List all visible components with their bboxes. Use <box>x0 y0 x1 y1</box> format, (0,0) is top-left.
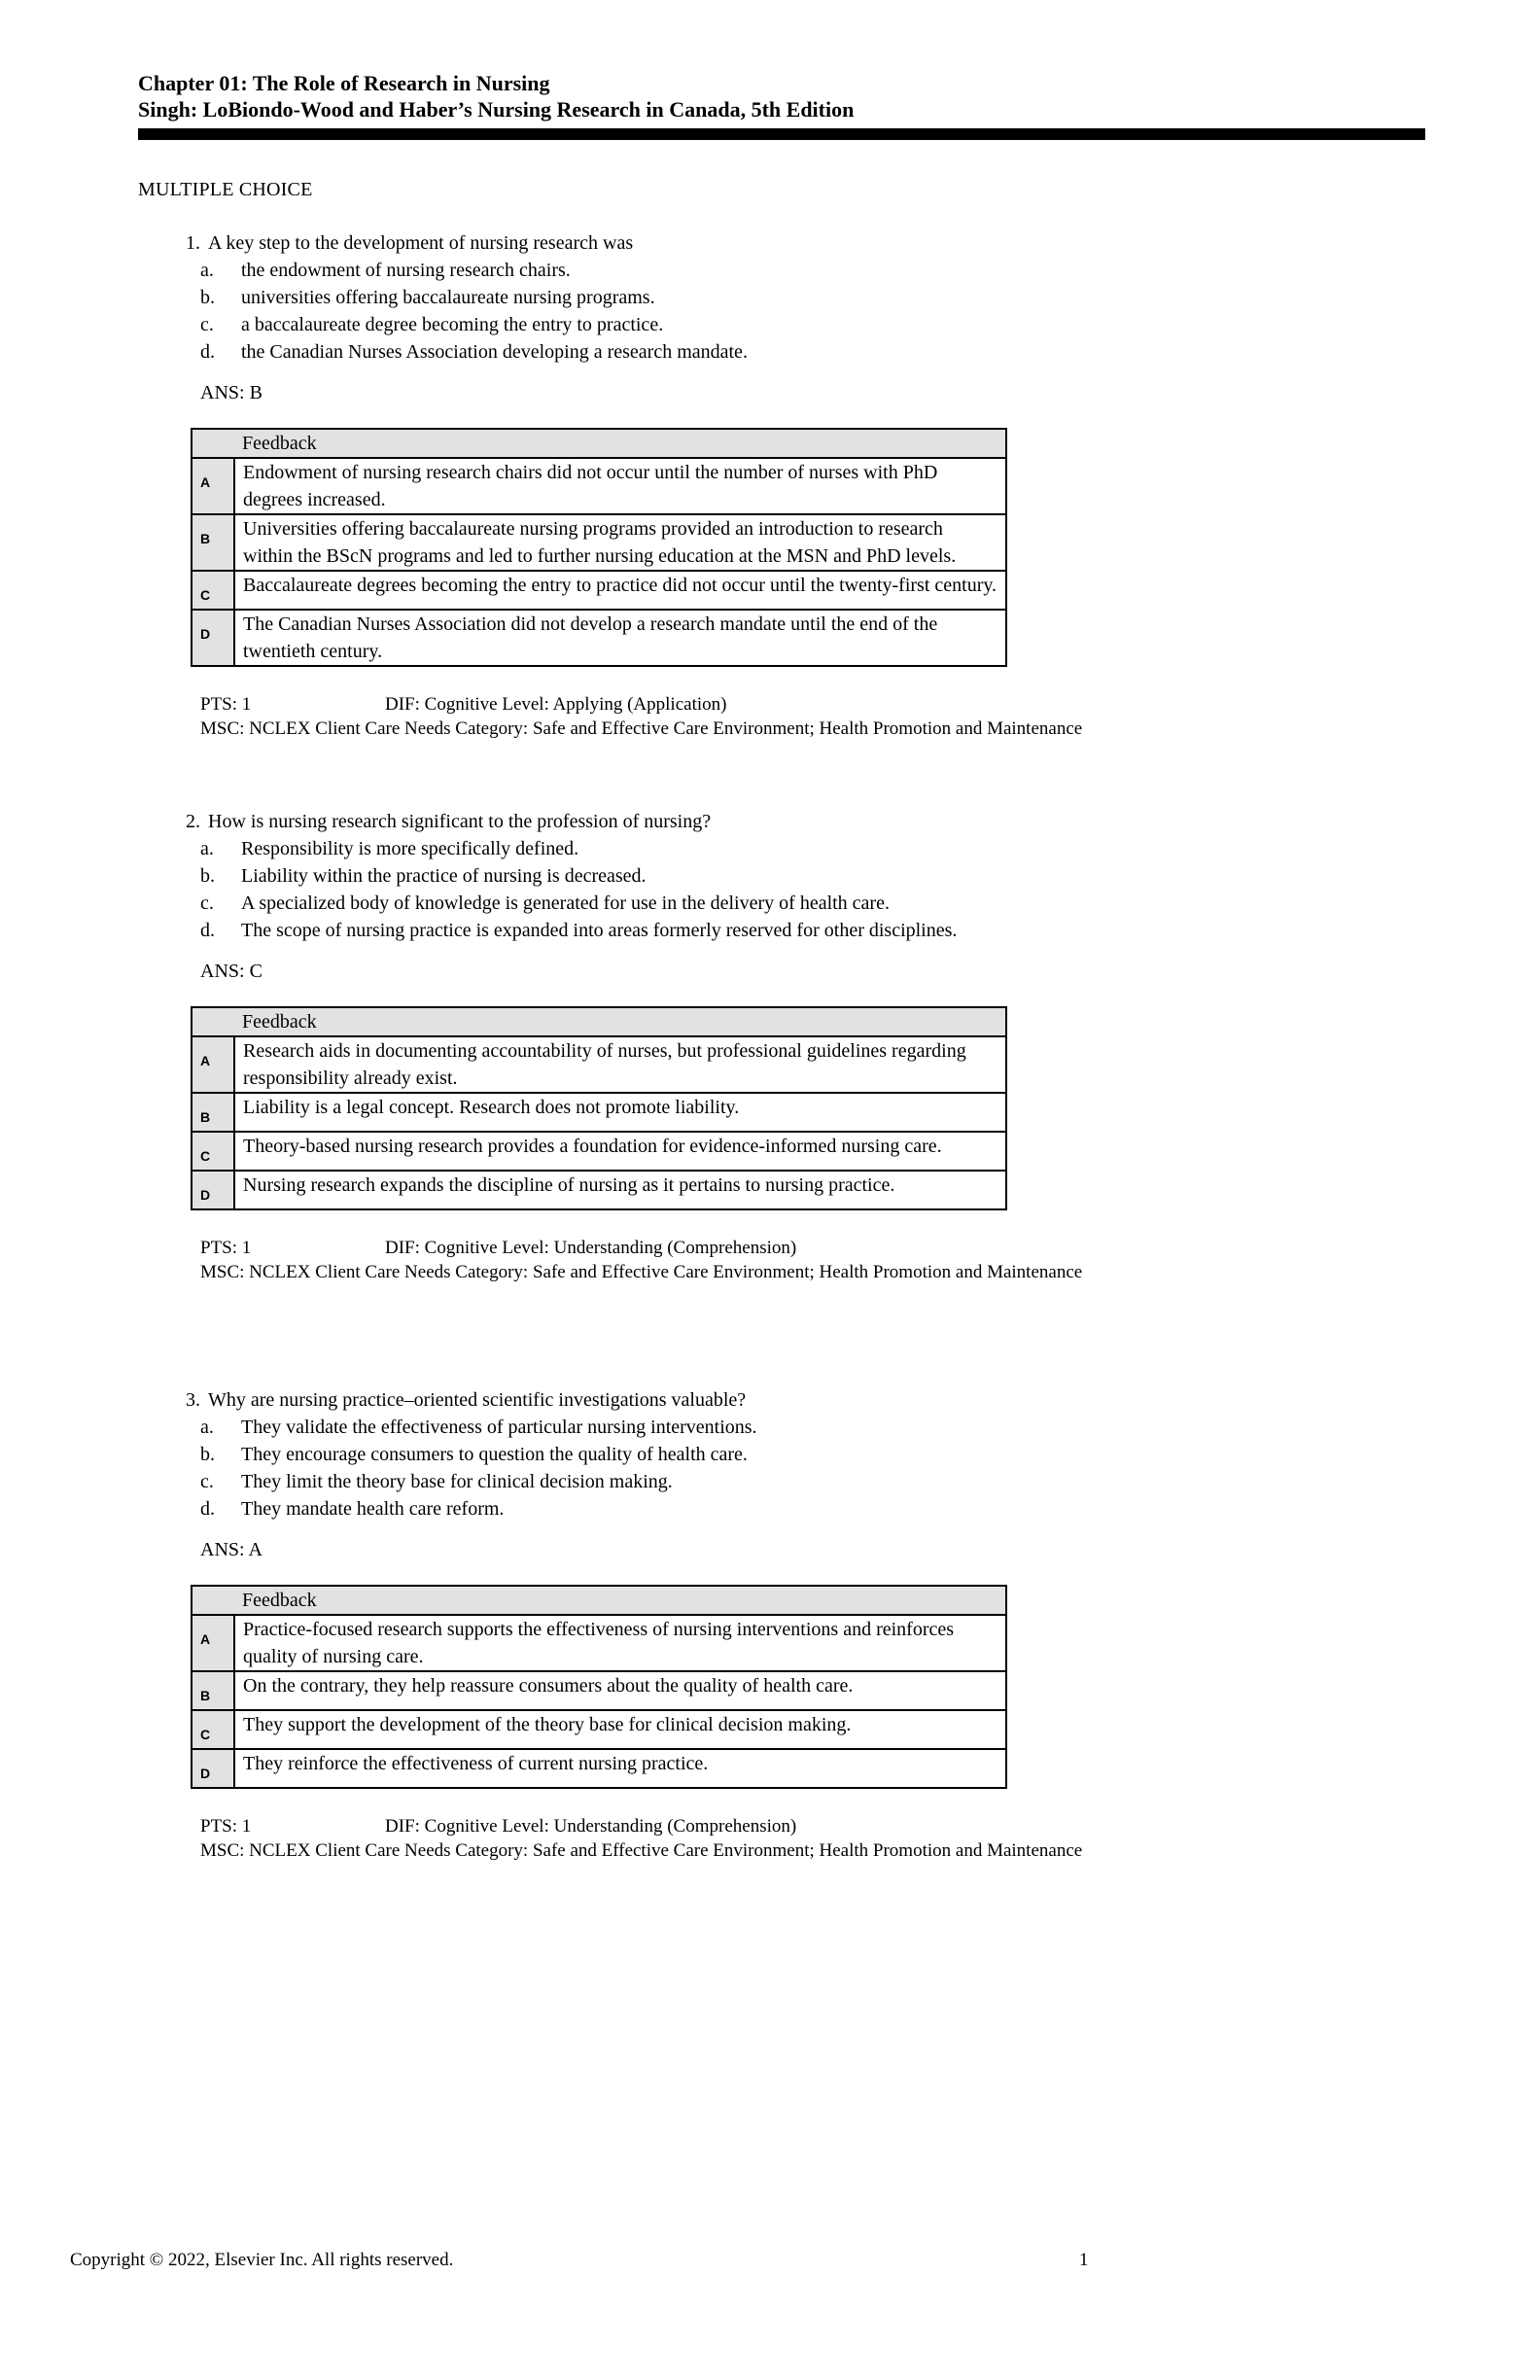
option-letter: b. <box>200 287 215 308</box>
feedback-text: Research aids in documenting accountability of nurses, but professional guidelines regarding responsibility already exist. <box>234 1036 1006 1093</box>
option-letter: c. <box>200 1471 214 1492</box>
feedback-row <box>192 1615 1006 1671</box>
feedback-letter: D <box>192 1749 234 1788</box>
feedback-letter: D <box>192 610 234 666</box>
feedback-header: Feedback <box>234 1007 1006 1036</box>
feedback-row <box>192 1671 1006 1710</box>
difficulty: DIF: Cognitive Level: Understanding (Comprehension) <box>385 1816 797 1837</box>
msc: MSC: NCLEX Client Care Needs Category: Safe and Effective Care Environment; Health Promotion and Maintenance <box>200 1262 1083 1282</box>
feedback-letter: D <box>192 1171 234 1209</box>
feedback-text: Universities offering baccalaureate nursing programs provided an introduction to research within the BScN programs and led to further nursing education at the MSN and PhD levels. <box>234 514 1006 571</box>
option-c <box>200 1468 1381 1495</box>
question-stem <box>165 808 1381 835</box>
question-metadata <box>200 692 1381 741</box>
question-2 <box>165 808 1381 1284</box>
page-number: 1 <box>1079 2250 1089 2270</box>
option-d <box>200 1495 1381 1522</box>
question-number: 1. <box>186 232 200 254</box>
document-header <box>138 70 1427 122</box>
option-letter: d. <box>200 1498 215 1520</box>
difficulty: DIF: Cognitive Level: Applying (Application) <box>385 694 727 715</box>
feedback-header-row <box>192 1007 1006 1036</box>
question-stem <box>165 1386 1381 1414</box>
feedback-table <box>191 428 1007 667</box>
feedback-text: Theory-based nursing research provides a foundation for evidence-informed nursing care. <box>234 1132 1006 1171</box>
msc: MSC: NCLEX Client Care Needs Category: Safe and Effective Care Environment; Health Promotion and Maintenance <box>200 718 1083 739</box>
option-text: The scope of nursing practice is expanded into areas formerly reserved for other disciplines. <box>241 920 958 941</box>
option-letter: d. <box>200 920 215 941</box>
feedback-letter: A <box>192 1036 234 1093</box>
option-letter: a. <box>200 1417 214 1438</box>
feedback-text: Nursing research expands the discipline of nursing as it pertains to nursing practice. <box>234 1171 1006 1209</box>
answer-key: ANS: B <box>200 382 262 403</box>
feedback-text: On the contrary, they help reassure consumers about the quality of health care. <box>234 1671 1006 1710</box>
option-letter: d. <box>200 341 215 363</box>
feedback-text: Practice-focused research supports the effectiveness of nursing interventions and reinforces quality of nursing care. <box>234 1615 1006 1671</box>
feedback-row <box>192 458 1006 514</box>
option-letter: b. <box>200 1444 215 1465</box>
feedback-row <box>192 1132 1006 1171</box>
copyright-notice: Copyright © 2022, Elsevier Inc. All rights reserved. <box>70 2250 454 2270</box>
option-a <box>200 1414 1381 1441</box>
option-letter: a. <box>200 260 214 281</box>
msc: MSC: NCLEX Client Care Needs Category: Safe and Effective Care Environment; Health Promotion and Maintenance <box>200 1840 1083 1861</box>
feedback-letter: C <box>192 1132 234 1171</box>
feedback-header-row <box>192 429 1006 458</box>
header-rule <box>138 128 1425 140</box>
option-d <box>200 338 1381 366</box>
question-text: Why are nursing practice–oriented scientific investigations valuable? <box>208 1389 747 1411</box>
answer-key: ANS: A <box>200 1539 262 1560</box>
option-letter: c. <box>200 892 214 914</box>
points: PTS: 1 <box>200 1816 252 1837</box>
points: PTS: 1 <box>200 1238 252 1258</box>
feedback-header: Feedback <box>234 1586 1006 1615</box>
points: PTS: 1 <box>200 694 252 715</box>
question-text: A key step to the development of nursing research was <box>208 232 634 254</box>
feedback-letter: B <box>192 1093 234 1132</box>
feedback-text: Liability is a legal concept. Research does not promote liability. <box>234 1093 1006 1132</box>
feedback-row <box>192 610 1006 666</box>
feedback-text: Baccalaureate degrees becoming the entry to practice did not occur until the twenty-first century. <box>234 571 1006 610</box>
option-letter: a. <box>200 838 214 859</box>
option-text: Liability within the practice of nursing is decreased. <box>241 865 647 887</box>
option-letter: b. <box>200 865 215 887</box>
question-number: 2. <box>186 811 200 832</box>
option-text: a baccalaureate degree becoming the entry to practice. <box>241 314 664 335</box>
option-text: They mandate health care reform. <box>241 1498 505 1520</box>
option-text: the endowment of nursing research chairs. <box>241 260 571 281</box>
option-text: They encourage consumers to question the quality of health care. <box>241 1444 748 1465</box>
feedback-row <box>192 1749 1006 1788</box>
option-text: They validate the effectiveness of particular nursing interventions. <box>241 1417 757 1438</box>
feedback-letter: B <box>192 1671 234 1710</box>
feedback-row <box>192 1036 1006 1093</box>
option-c <box>200 890 1381 917</box>
feedback-row <box>192 1093 1006 1132</box>
question-metadata <box>200 1236 1381 1284</box>
question-1 <box>165 229 1381 741</box>
option-text: A specialized body of knowledge is generated for use in the delivery of health care. <box>241 892 890 914</box>
question-3 <box>165 1386 1381 1863</box>
answer-key: ANS: C <box>200 961 262 982</box>
option-letter: c. <box>200 314 214 335</box>
question-metadata <box>200 1814 1381 1863</box>
option-text: the Canadian Nurses Association developing a research mandate. <box>241 341 748 363</box>
question-number: 3. <box>186 1389 200 1411</box>
feedback-row <box>192 514 1006 571</box>
feedback-text: They reinforce the effectiveness of current nursing practice. <box>234 1749 1006 1788</box>
option-text: universities offering baccalaureate nursing programs. <box>241 287 655 308</box>
feedback-text: They support the development of the theory base for clinical decision making. <box>234 1710 1006 1749</box>
feedback-row <box>192 1710 1006 1749</box>
option-c <box>200 311 1381 338</box>
feedback-row <box>192 571 1006 610</box>
difficulty: DIF: Cognitive Level: Understanding (Comprehension) <box>385 1238 797 1258</box>
feedback-header-row <box>192 1586 1006 1615</box>
feedback-table <box>191 1585 1007 1789</box>
option-b <box>200 1441 1381 1468</box>
question-stem <box>165 229 1381 257</box>
option-b <box>200 862 1381 890</box>
feedback-table <box>191 1006 1007 1210</box>
question-text: How is nursing research significant to the profession of nursing? <box>208 811 712 832</box>
option-text: Responsibility is more specifically defined. <box>241 838 579 859</box>
feedback-letter: A <box>192 1615 234 1671</box>
book-title: Singh: LoBiondo-Wood and Haber’s Nursing Research in Canada, 5th Edition <box>138 97 855 122</box>
section-title: MULTIPLE CHOICE <box>138 179 313 200</box>
feedback-header: Feedback <box>234 429 1006 458</box>
feedback-text: Endowment of nursing research chairs did not occur until the number of nurses with PhD degrees increased. <box>234 458 1006 514</box>
feedback-letter: B <box>192 514 234 571</box>
option-text: They limit the theory base for clinical decision making. <box>241 1471 673 1492</box>
option-a <box>200 257 1381 284</box>
option-a <box>200 835 1381 862</box>
feedback-text: The Canadian Nurses Association did not develop a research mandate until the end of the twentieth century. <box>234 610 1006 666</box>
feedback-letter: C <box>192 1710 234 1749</box>
feedback-letter: C <box>192 571 234 610</box>
feedback-row <box>192 1171 1006 1209</box>
chapter-title: Chapter 01: The Role of Research in Nursing <box>138 71 550 95</box>
feedback-letter: A <box>192 458 234 514</box>
option-d <box>200 917 1381 944</box>
option-b <box>200 284 1381 311</box>
